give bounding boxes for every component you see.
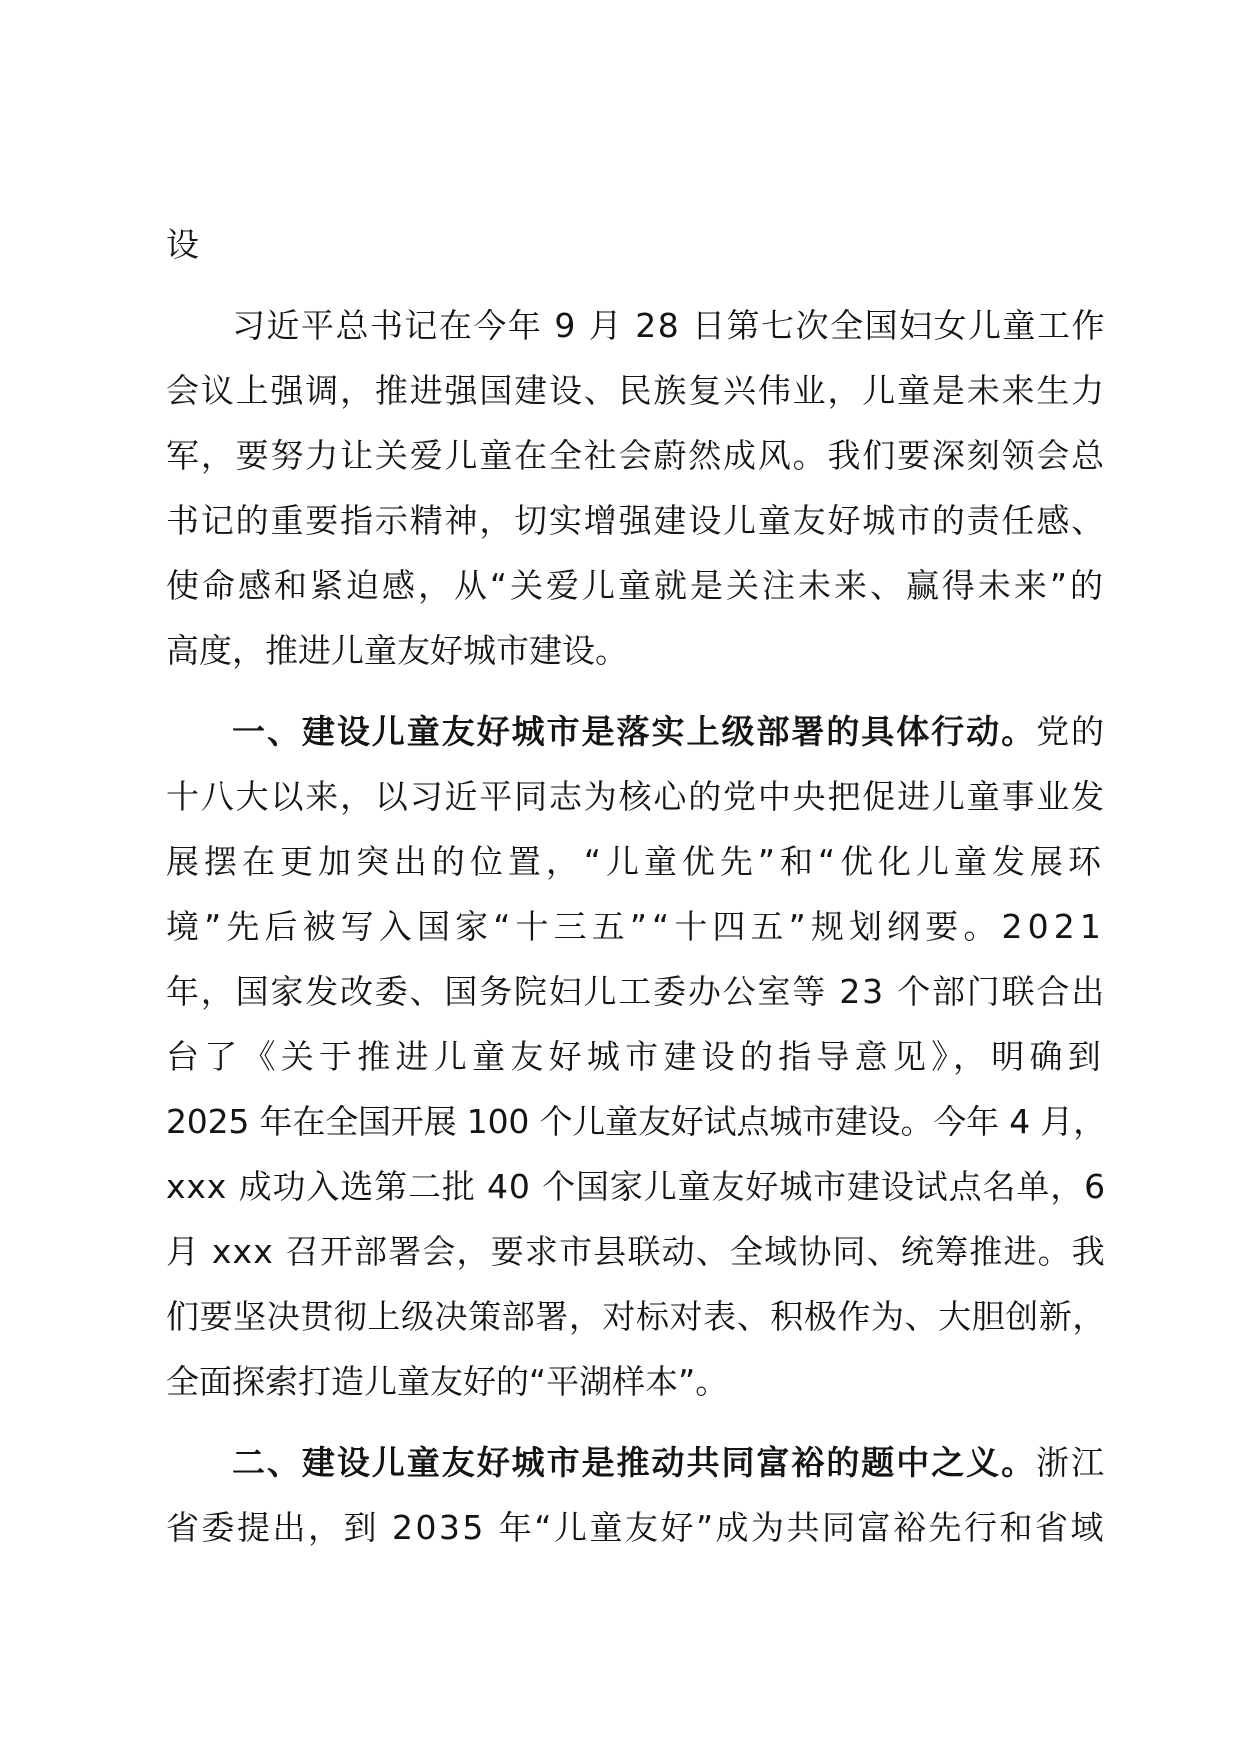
text-line — [166, 553, 1106, 618]
line-text: 党的 — [1036, 712, 1107, 751]
line-text: 省委提出，到 2035 年“儿童友好”成为共同富裕先行和省域 — [166, 1508, 1106, 1547]
line-text: 会议上强调，推进强国建设、民族复兴伟业，儿童是未来生力 — [166, 371, 1106, 410]
text-line — [166, 699, 1106, 764]
line-text: 浙江 — [1036, 1443, 1107, 1482]
line-text: 书记的重要指示精神，切实增强建设儿童友好城市的责任感、 — [166, 501, 1106, 540]
text-line — [166, 894, 1106, 959]
line-text: xxx 成功入选第二批 40 个国家儿童友好城市建设试点名单，6 — [166, 1167, 1106, 1206]
line-text: 月 xxx 召开部署会，要求市县联动、全域协同、统筹推进。我 — [166, 1232, 1106, 1271]
text-line — [166, 1219, 1106, 1284]
line-text: 2025 年在全国开展 100 个儿童友好试点城市建设。今年 4 月， — [166, 1102, 1106, 1141]
paragraph-heading: 一、建设儿童友好城市是落实上级部署的具体行动。 — [232, 712, 1037, 751]
text-line — [166, 293, 1106, 358]
text-line — [166, 212, 1106, 277]
line-wrap — [232, 1430, 1106, 1495]
text-line — [166, 358, 1106, 423]
line-text: 习近平总书记在今年 9 月 28 日第七次全国妇女儿童工作 — [232, 306, 1106, 345]
line-text: 全面探索打造儿童友好的“平湖样本”。 — [166, 1362, 729, 1401]
text-line — [166, 764, 1106, 829]
text-line — [166, 1154, 1106, 1219]
document-body — [166, 212, 1106, 1560]
text-line — [166, 1430, 1106, 1495]
text-line — [166, 1089, 1106, 1154]
line-text: 境”先后被写入国家“十三五”“十四五”规划纲要。2021 — [166, 907, 1106, 946]
line-text: 十八大以来，以习近平同志为核心的党中央把促进儿童事业发 — [166, 777, 1106, 816]
line-wrap — [232, 699, 1106, 764]
paragraph-heading: 二、建设儿童友好城市是推动共同富裕的题中之义。 — [232, 1443, 1037, 1482]
text-line — [166, 423, 1106, 488]
text-line — [166, 959, 1106, 1024]
text-line — [166, 488, 1106, 553]
text-line — [166, 1495, 1106, 1560]
line-text: 展摆在更加突出的位置，“儿童优先”和“优化儿童发展环 — [166, 842, 1106, 881]
line-text: 们要坚决贯彻上级决策部署，对标对表、积极作为、大胆创新， — [166, 1297, 1106, 1336]
text-line — [166, 829, 1106, 894]
text-line — [166, 1284, 1106, 1349]
text-line — [166, 1024, 1106, 1089]
line-text: 使命感和紧迫感，从“关爱儿童就是关注未来、赢得未来”的 — [166, 566, 1106, 605]
line-text: 设 — [166, 225, 199, 264]
text-line — [166, 618, 1106, 683]
line-text: 台了《关于推进儿童友好城市建设的指导意见》，明确到 — [166, 1037, 1106, 1076]
text-line — [166, 1349, 1106, 1414]
line-text: 高度，推进儿童友好城市建设。 — [166, 631, 628, 670]
line-text: 军，要努力让关爱儿童在全社会蔚然成风。我们要深刻领会总 — [166, 436, 1106, 475]
line-text: 年，国家发改委、国务院妇儿工委办公室等 23 个部门联合出 — [166, 972, 1106, 1011]
